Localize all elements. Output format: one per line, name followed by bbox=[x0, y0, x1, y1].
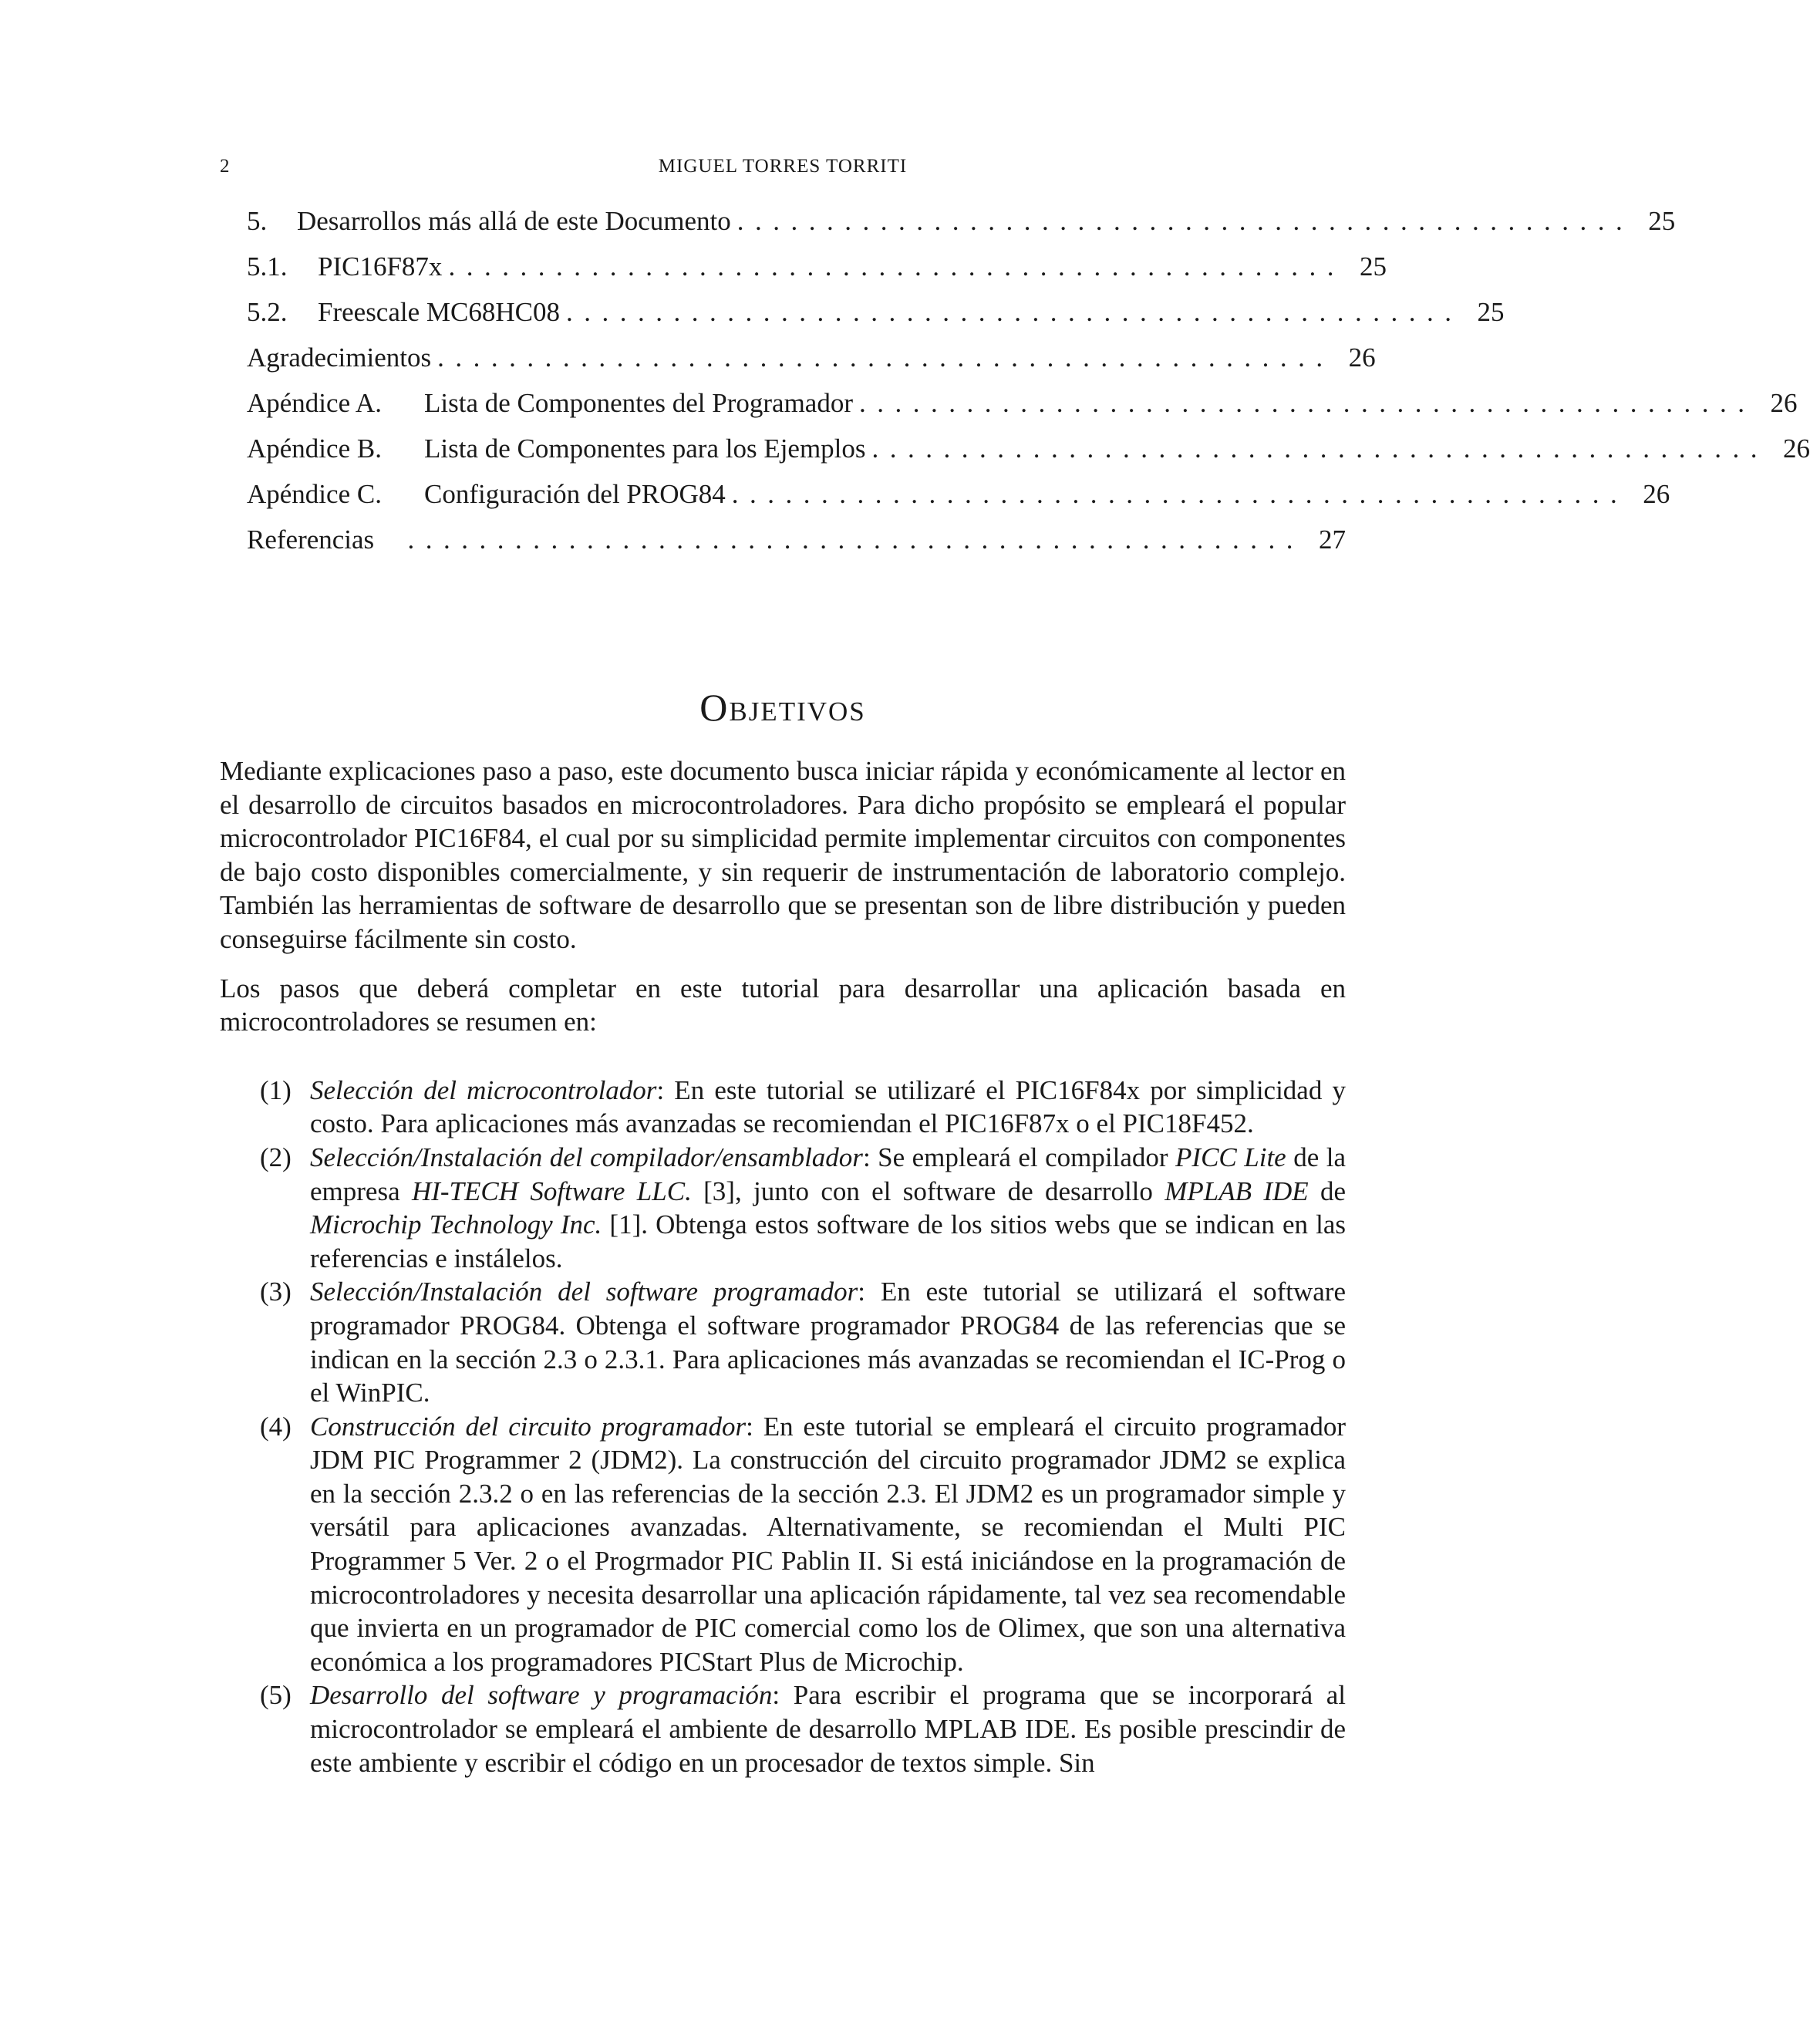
list-item-text: : En este tutorial se utilizará el software programador PROG84. Obtenga el software programador PROG84 de las referencias que se indican en la sección 2.3 o 2.3.1. Para aplicaciones más avanzadas se recomiendan el IC-Prog o el WinPIC. bbox=[310, 1277, 1346, 1408]
toc-entry[interactable] bbox=[247, 250, 1387, 295]
list-item bbox=[220, 1410, 1346, 1679]
toc-entry-page: 27 bbox=[1319, 524, 1346, 555]
page-number: 2 bbox=[220, 156, 230, 177]
toc-leader-dots: .................................................. bbox=[731, 479, 1629, 509]
toc-entry-title: Freescale MC68HC08 bbox=[318, 297, 560, 327]
toc-entry-page: 26 bbox=[1770, 388, 1798, 418]
toc-leader-dots: .................................................. bbox=[407, 524, 1304, 555]
running-title: MIGUEL TORRES TORRITI bbox=[658, 156, 908, 177]
toc-entry[interactable] bbox=[247, 204, 1676, 250]
list-item bbox=[220, 1678, 1346, 1779]
toc-leader-dots: .................................................. bbox=[448, 251, 1345, 282]
toc-entry-number: 5. bbox=[247, 206, 268, 236]
toc-entry-title: Agradecimientos bbox=[247, 342, 432, 373]
list-item-text: : Para escribir el programa que se incorporará al microcontrolador se empleará el ambiente de desarrollo MPLAB IDE. Es posible prescindir de este ambiente y escribir el código en un procesador de textos simple. Sin bbox=[310, 1680, 1346, 1778]
paragraph: Mediante explicaciones paso a paso, este documento busca iniciar rápida y económicamente al lector en el desarrollo de circuitos basados en microcontroladores. Para dicho propósito se empleará el popular microcontrolador PIC16F84, el cual por su simplicidad permite implementar circuitos con componentes de bajo costo disponibles comercialmente, y sin requerir de instrumentación de laboratorio complejo. También las herramientas de software de desarrollo que se presentan son de libre distribución y pueden conseguirse fácilmente sin costo. bbox=[220, 756, 1346, 954]
toc-entry-page: 26 bbox=[1783, 433, 1810, 464]
list-item-text: [3], junto con el software de desarrollo bbox=[691, 1175, 1165, 1206]
list-item-title: Construcción del circuito programador bbox=[310, 1411, 747, 1442]
list-item-text: de bbox=[1308, 1175, 1347, 1206]
company-name: Microchip Technology Inc. bbox=[310, 1209, 602, 1240]
list-item-text: : En este tutorial se empleará el circuito programador JDM PIC Programmer 2 (JDM2). La construcción del circuito programador JDM2 se explica en la sección 2.3.2 o en las referencias de la sección 2.3. El JDM2 es un programador simple y versátil para aplicaciones avanzadas. Alternativamente, se recomiendan el Multi PIC Programmer 5 Ver. 2 o el Progrmador PIC Pablin II. Si está iniciándose en la programación de microcontroladores y necesita desarrollar una aplicación rápidamente, tal vez sea recomendable que invierta en un programador de PIC comercial como los de Olimex, que son una alternativa económica a los programadores PICStart Plus de Microchip. bbox=[310, 1411, 1346, 1677]
toc-entry-page: 26 bbox=[1643, 479, 1670, 509]
list-item-text: : En este tutorial se utilizaré el PIC16F84x por simplicidad y costo. Para aplicaciones más avanzadas se recomiendan el PIC16F87x o el PIC18F452. bbox=[310, 1074, 1346, 1139]
toc-entry[interactable] bbox=[247, 477, 1670, 523]
toc-entry[interactable] bbox=[247, 386, 1798, 432]
running-header bbox=[220, 156, 1346, 187]
list-item-label: (3) bbox=[260, 1277, 292, 1307]
paragraph: Los pasos que deberá completar en este tutorial para desarrollar una aplicación basada en microcontroladores se resumen en: bbox=[220, 973, 1346, 1037]
list-item-label: (2) bbox=[260, 1142, 292, 1172]
toc-entry-number: 5.2. bbox=[247, 297, 288, 327]
toc-entry-page: 25 bbox=[1477, 297, 1505, 327]
product-name: MPLAB IDE bbox=[1165, 1175, 1309, 1206]
toc-entry-title: Lista de Componentes para los Ejemplos bbox=[424, 433, 866, 464]
company-name: HI-TECH Software LLC. bbox=[411, 1175, 692, 1206]
toc-entry-page: 25 bbox=[1359, 251, 1387, 282]
toc-entry[interactable] bbox=[247, 432, 1810, 477]
list-item-label: (1) bbox=[260, 1074, 292, 1105]
toc-entry-title: Lista de Componentes del Programador bbox=[424, 388, 853, 418]
list-item-text: : Se empleará el compilador bbox=[862, 1142, 1176, 1172]
toc-entry-number: Apéndice A. bbox=[247, 388, 382, 418]
list-item-title: Selección/Instalación del software programador bbox=[310, 1277, 858, 1307]
toc-entry-number: Apéndice B. bbox=[247, 433, 382, 464]
list-item-title: Selección del microcontrolador bbox=[310, 1074, 657, 1105]
toc-leader-dots: .................................................. bbox=[858, 388, 1756, 418]
toc-entry-title: Configuración del PROG84 bbox=[424, 479, 726, 509]
toc-entry-number: Apéndice C. bbox=[247, 479, 382, 509]
toc-leader-dots: .................................................. bbox=[437, 342, 1334, 373]
toc-entry[interactable] bbox=[247, 295, 1505, 341]
list-item-title: Desarrollo del software y programación bbox=[310, 1680, 773, 1711]
section-body bbox=[220, 754, 1346, 1779]
toc-entry[interactable] bbox=[247, 341, 1376, 386]
list-item bbox=[220, 1074, 1346, 1141]
toc-entry-title: Desarrollos más allá de este Documento bbox=[297, 206, 731, 236]
list-item-label: (4) bbox=[260, 1411, 292, 1442]
toc-entry-page: 26 bbox=[1348, 342, 1376, 373]
toc-entry-title: Referencias bbox=[247, 524, 375, 555]
list-item-label: (5) bbox=[260, 1680, 292, 1711]
toc-entry[interactable] bbox=[247, 523, 1346, 568]
product-name: PICC Lite bbox=[1175, 1142, 1286, 1172]
steps-list bbox=[220, 1074, 1346, 1779]
section-title: Objetivos bbox=[699, 686, 866, 729]
list-item bbox=[220, 1141, 1346, 1275]
table-of-contents bbox=[247, 204, 1810, 568]
toc-entry-page: 25 bbox=[1648, 206, 1676, 236]
toc-entry-title: PIC16F87x bbox=[318, 251, 443, 282]
toc-leader-dots: .................................................. bbox=[736, 206, 1634, 236]
toc-leader-dots: .................................................. bbox=[565, 297, 1463, 327]
toc-entry-number: 5.1. bbox=[247, 251, 288, 282]
list-item-text: [1]. Obtenga estos software de los sitios webs que se indican en las referencias e instálelos. bbox=[310, 1209, 1347, 1273]
toc-leader-dots: .................................................. bbox=[871, 433, 1769, 464]
list-item-title: Selección/Instalación del compilador/ensamblador bbox=[310, 1142, 863, 1172]
list-item bbox=[220, 1275, 1346, 1409]
list-item-text: de la empresa bbox=[310, 1142, 1347, 1206]
